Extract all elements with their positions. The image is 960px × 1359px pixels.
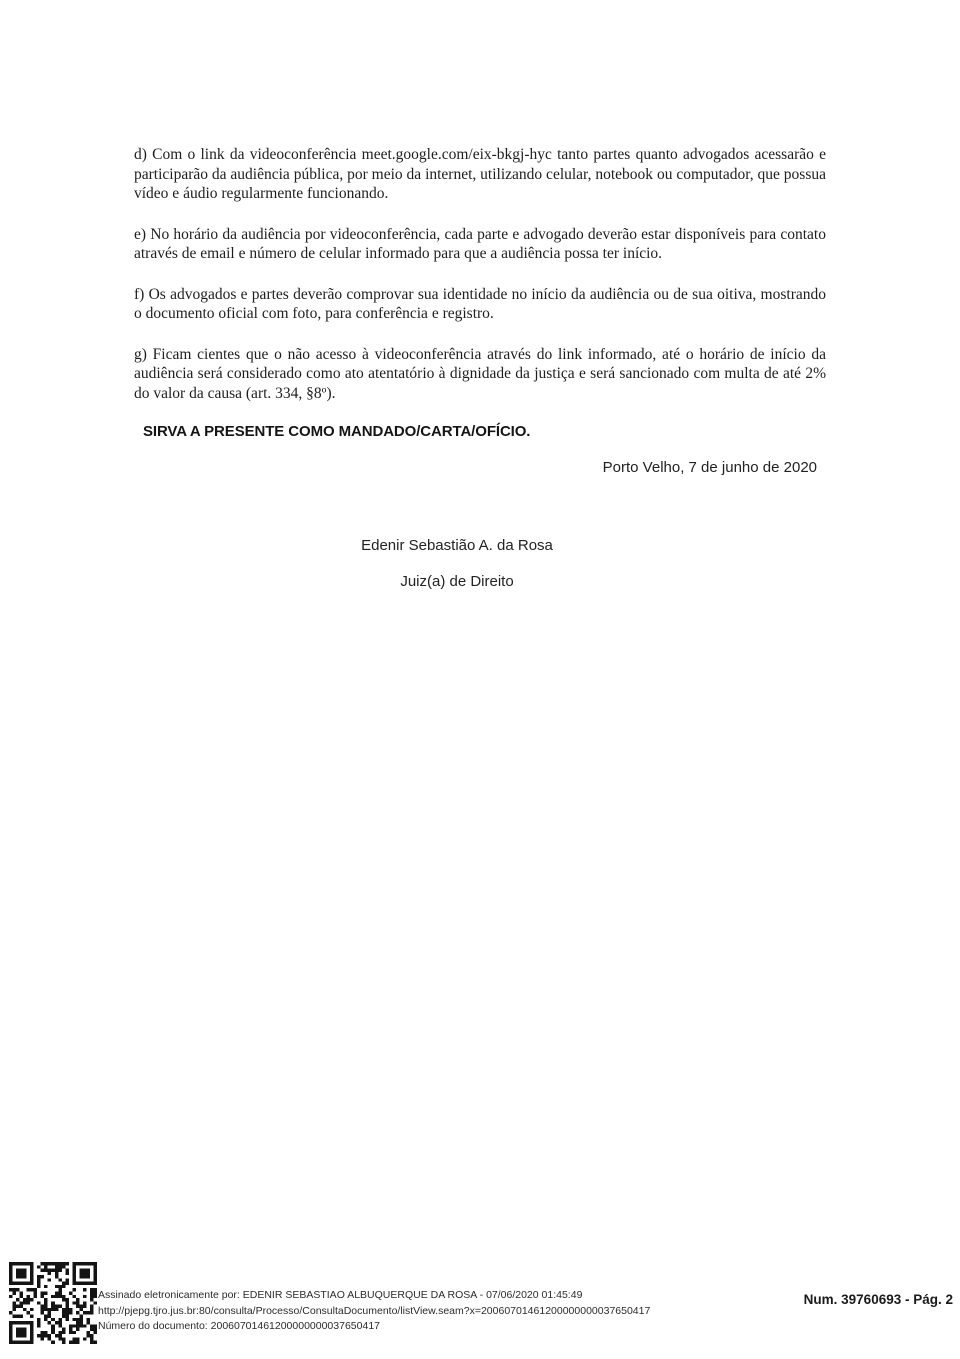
paragraph-e: e) No horário da audiência por videoconferência, cada parte e advogado deverão estar disponíveis para contato através de email e número de celular informado para que a audiência possa ter início. <box>134 225 826 262</box>
signer-role: Juiz(a) de Direito <box>400 573 514 590</box>
order-line: SIRVA A PRESENTE COMO MANDADO/CARTA/OFÍCIO. <box>143 423 531 440</box>
paragraph-g: g) Ficam cientes que o não acesso à videoconferência através do link informado, até o horário de início da audiência será considerado como ato atentatório à dignidade da justiça e será sancionado com multa de até 2% do valor da causa (art. 334, §8º). <box>134 345 826 402</box>
verification-url: http://pjepg.tjro.jus.br:80/consulta/Processo/ConsultaDocumento/listView.seam?x=20060701461200000000037650417 <box>98 1304 651 1317</box>
signer-name: Edenir Sebastião A. da Rosa <box>361 537 553 554</box>
page-number: Num. 39760693 - Pág. 2 <box>803 1292 953 1307</box>
document-number-line: Número do documento: 20060701461200000000037650417 <box>98 1320 380 1332</box>
signature-footer <box>98 1288 718 1335</box>
paragraph-d: d) Com o link da videoconferência meet.google.com/eix-bkgj-hyc tanto partes quanto advogados acessarão e participarão da audiência pública, por meio da internet, utilizando celular, notebook ou computador, que possua vídeo e áudio regularmente funcionando. <box>134 146 826 202</box>
qr-code-icon <box>9 1262 97 1344</box>
document-body <box>134 145 826 424</box>
paragraph-f: f) Os advogados e partes deverão comprovar sua identidade no início da audiência ou de sua oitiva, mostrando o documento oficial com foto, para conferência e registro. <box>134 285 826 322</box>
date-line: Porto Velho, 7 de junho de 2020 <box>602 459 817 476</box>
signed-by-line: Assinado eletronicamente por: EDENIR SEBASTIAO ALBUQUERQUE DA ROSA - 07/06/2020 01:45:49 <box>98 1289 583 1301</box>
